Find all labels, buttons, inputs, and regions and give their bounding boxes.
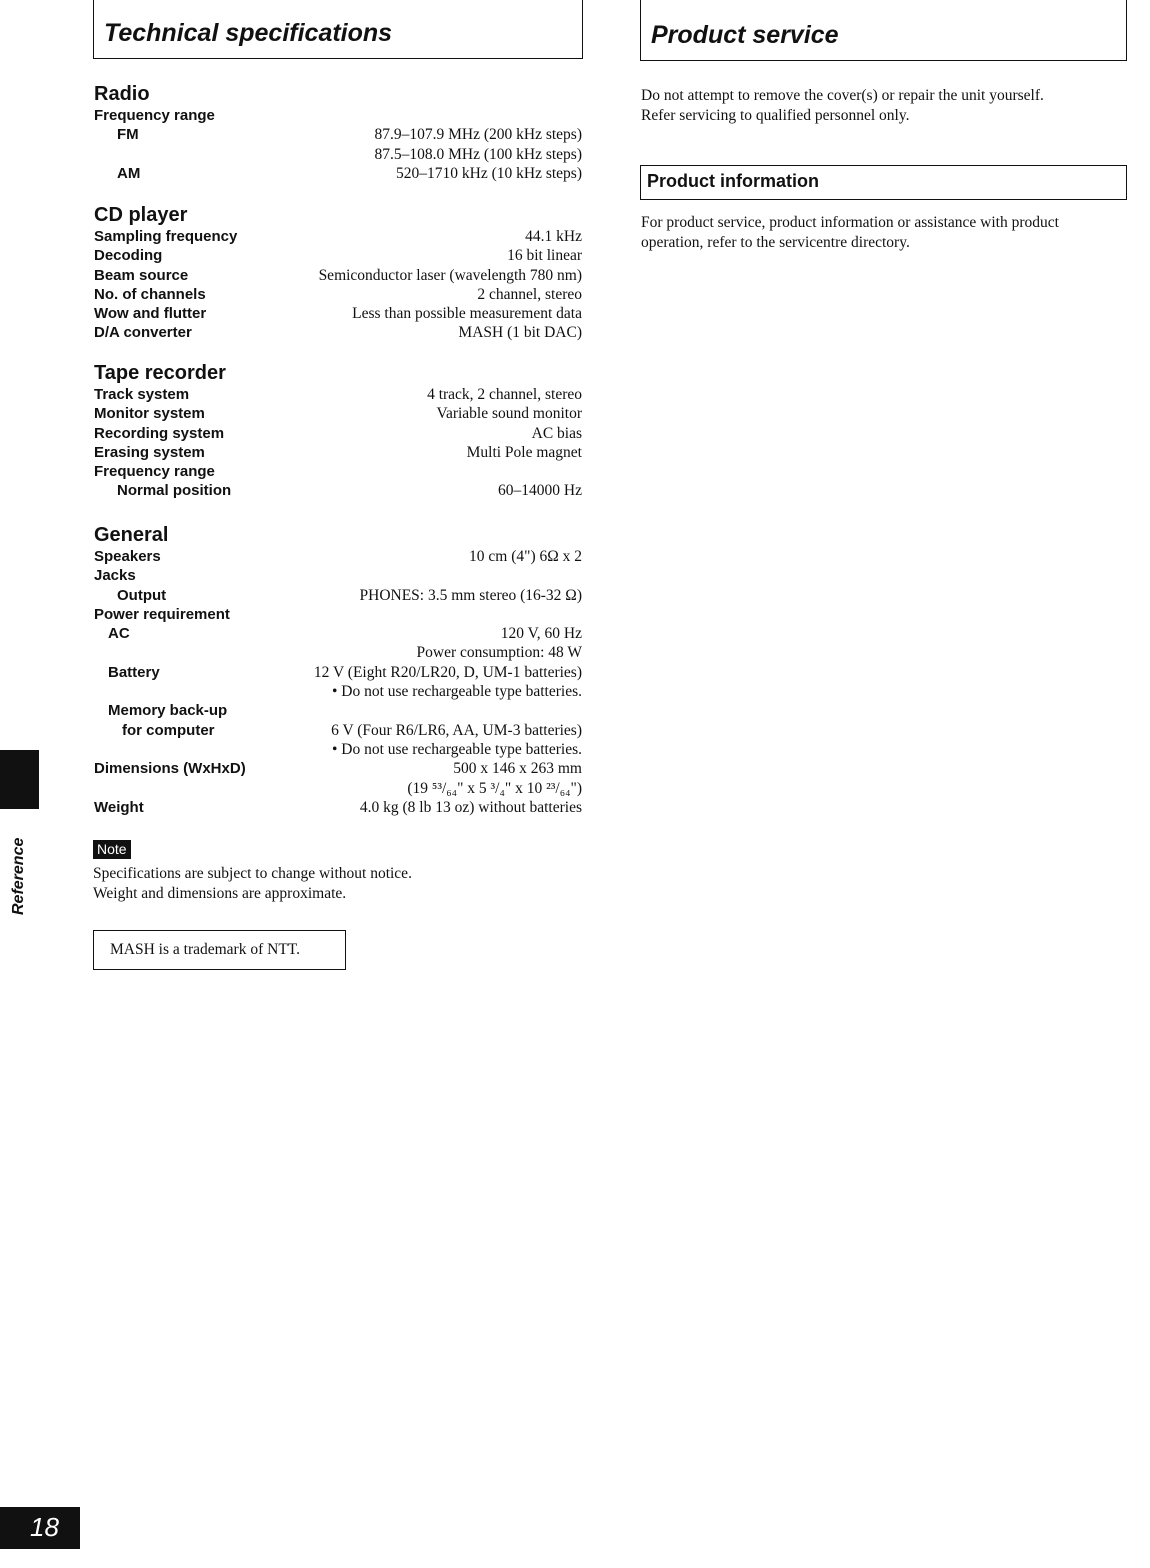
spec-value: 2 channel, stereo — [477, 285, 582, 303]
spec-value: MASH (1 bit DAC) — [458, 324, 582, 342]
spec-value: 12 V (Eight R20/LR20, D, UM-1 batteries) — [313, 663, 582, 681]
spec-row — [94, 323, 582, 342]
spec-row — [94, 443, 582, 462]
spec-value: AC bias — [531, 424, 582, 442]
side-section-label: Reference — [10, 837, 27, 915]
general-section — [94, 523, 582, 817]
product-service-header — [640, 0, 1127, 61]
spec-row — [94, 304, 582, 323]
spec-value: 87.9–107.9 MHz (200 kHz steps) — [374, 126, 582, 144]
spec-label: Recording system — [94, 424, 225, 442]
spec-label: Normal position — [117, 482, 232, 500]
spec-label: Power requirement — [94, 605, 230, 623]
spec-value: • Do not use rechargeable type batteries. — [331, 740, 582, 758]
note-badge: Note — [93, 840, 131, 859]
product-information-title: Product information — [647, 171, 819, 191]
product-information-text — [641, 213, 1127, 252]
spec-label: Sampling frequency — [94, 228, 238, 245]
trademark-box: MASH is a trademark of NTT. — [93, 930, 346, 970]
spec-label: Frequency range — [94, 107, 215, 124]
section-title: CD player — [94, 204, 188, 226]
technical-specifications-header — [93, 0, 583, 59]
spec-value: Multi Pole magnet — [466, 443, 582, 461]
spec-value: Less than possible measurement data — [352, 305, 582, 323]
technical-specifications-title: Technical specifications — [104, 19, 393, 47]
product-service-line-2: Refer servicing to qualified personnel only. — [641, 106, 910, 124]
spec-row — [94, 682, 582, 701]
spec-label: Beam source — [94, 266, 189, 284]
section-title: Tape recorder — [94, 362, 226, 384]
spec-label: Output — [117, 586, 167, 604]
spec-row — [94, 586, 582, 605]
spec-value: 520–1710 kHz (10 kHz steps) — [396, 164, 582, 182]
spec-label: Decoding — [94, 247, 163, 265]
spec-value: 6 V (Four R6/LR6, AA, UM-3 batteries) — [331, 721, 582, 739]
spec-value: Semiconductor laser (wavelength 780 nm) — [318, 266, 582, 284]
spec-value: Power consumption: 48 W — [416, 644, 582, 662]
spec-label: Speakers — [94, 548, 161, 565]
spec-row — [94, 385, 582, 404]
cd-player-section — [94, 203, 582, 343]
spec-value: • Do not use rechargeable type batteries. — [331, 683, 582, 701]
spec-label: Battery — [108, 663, 160, 681]
spec-label: Memory back-up — [108, 702, 228, 720]
side-tab-marker — [0, 750, 39, 809]
spec-label: Frequency range — [94, 463, 215, 481]
spec-row — [94, 106, 582, 125]
product-information-line-2: operation, refer to the servicentre directory. — [641, 233, 910, 251]
spec-row — [94, 779, 582, 798]
spec-row — [94, 462, 582, 481]
spec-value: 44.1 kHz — [525, 228, 582, 245]
product-service-title: Product service — [651, 21, 839, 49]
spec-label: Track system — [94, 386, 190, 403]
spec-value: (19 ⁵³/₆₄" x 5 ³/₄" x 10 ²³/₆₄") — [407, 779, 582, 797]
spec-row — [94, 759, 582, 778]
spec-row — [94, 285, 582, 304]
spec-value: PHONES: 3.5 mm stereo (16-32 Ω) — [359, 586, 582, 604]
note-line-2: Weight and dimensions are approximate. — [93, 884, 347, 902]
spec-row — [94, 164, 582, 183]
tape-recorder-section — [94, 361, 582, 501]
spec-row — [94, 125, 582, 144]
spec-row — [94, 566, 582, 585]
spec-row — [94, 547, 582, 566]
spec-value: 10 cm (4") 6Ω x 2 — [469, 548, 582, 565]
product-service-text — [641, 86, 1127, 125]
spec-row — [94, 424, 582, 443]
spec-label: for computer — [122, 721, 215, 739]
spec-row — [94, 404, 582, 423]
spec-label: AM — [117, 164, 141, 182]
spec-row — [94, 798, 582, 817]
note-line-1: Specifications are subject to change without notice. — [93, 865, 412, 882]
spec-label: No. of channels — [94, 285, 206, 303]
spec-value: 87.5–108.0 MHz (100 kHz steps) — [374, 145, 582, 163]
spec-row — [94, 721, 582, 740]
spec-row — [94, 145, 582, 164]
spec-label: FM — [117, 126, 139, 144]
spec-label: AC — [108, 625, 130, 643]
spec-row — [94, 643, 582, 662]
spec-value: Variable sound monitor — [436, 405, 582, 423]
spec-row — [94, 605, 582, 624]
spec-label: Wow and flutter — [94, 305, 207, 323]
radio-section — [94, 82, 582, 183]
spec-row — [94, 227, 582, 246]
spec-label: Jacks — [94, 567, 136, 585]
product-service-line-1: Do not attempt to remove the cover(s) or repair the unit yourself. — [641, 87, 1044, 104]
spec-value: 4.0 kg (8 lb 13 oz) without batteries — [359, 798, 582, 816]
spec-label: Erasing system — [94, 443, 205, 461]
spec-row — [94, 481, 582, 500]
spec-value: 500 x 146 x 263 mm — [453, 760, 582, 778]
spec-row — [94, 246, 582, 265]
spec-label: Weight — [94, 798, 144, 816]
spec-value: 60–14000 Hz — [498, 482, 582, 500]
spec-label: Dimensions (WxHxD) — [94, 760, 246, 778]
note-text — [93, 864, 412, 903]
spec-row — [94, 740, 582, 759]
spec-value: 16 bit linear — [507, 247, 582, 265]
page-number-box — [0, 1507, 80, 1549]
spec-row — [94, 701, 582, 720]
spec-row — [94, 624, 582, 643]
product-information-line-1: For product service, product information or assistance with product — [641, 214, 1059, 231]
spec-label: Monitor system — [94, 405, 205, 423]
page-number: 18 — [30, 1512, 59, 1542]
spec-value: 4 track, 2 channel, stereo — [427, 386, 582, 403]
spec-label: D/A converter — [94, 324, 192, 342]
product-information-header — [640, 165, 1127, 200]
spec-value: 120 V, 60 Hz — [500, 625, 582, 643]
section-title: Radio — [94, 83, 150, 105]
spec-row — [94, 663, 582, 682]
section-title: General — [94, 524, 169, 546]
spec-row — [94, 266, 582, 285]
